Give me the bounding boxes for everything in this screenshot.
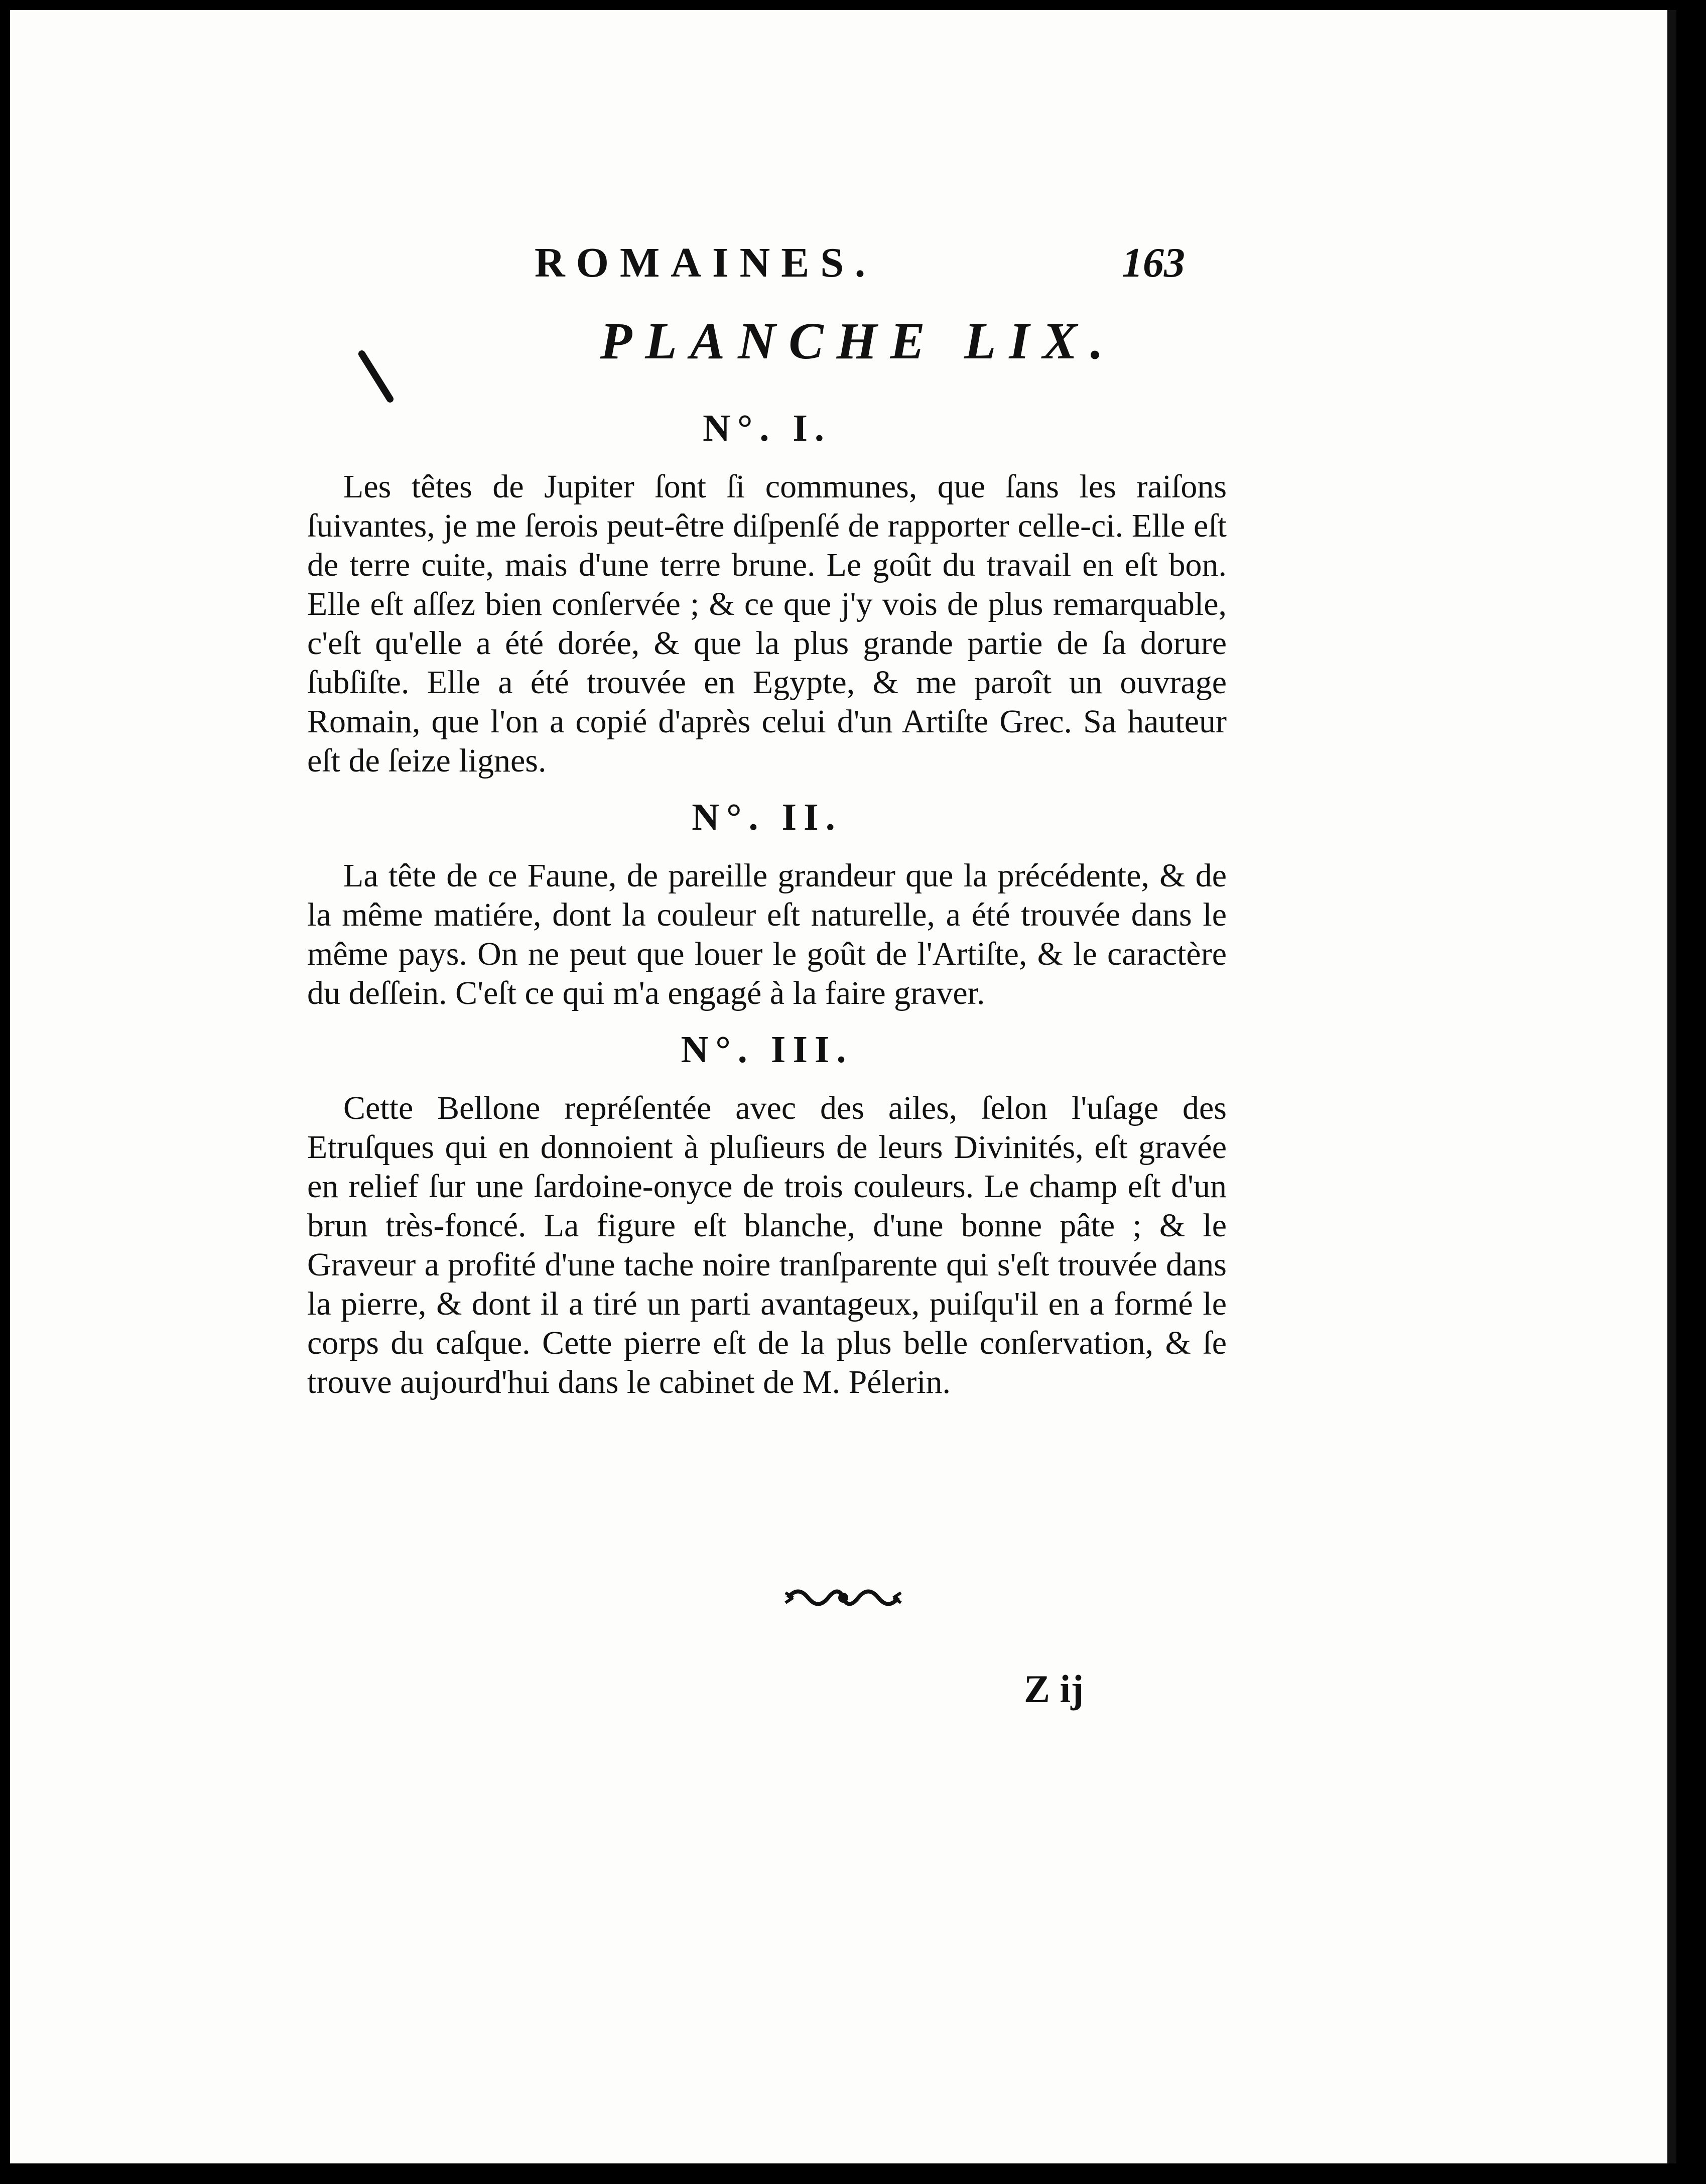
section-paragraph: Cette Bellone repréſentée avec des ailes, ſelon l'uſage des Etruſques qui en donnoient à pluſieurs de leurs Divinités, eſt gravée en relief ſur une ſardoine-onyce de trois couleurs. Le champ eſt d'un brun très-foncé. La figure eſt blanche, d'une bonne pâte ; & le Graveur a profité d'une tache noire tranſparente qui s'eſt trouvée dans la pierre, & dont il a tiré un parti avantageux, puiſqu'il en a formé le corps du caſque. Cette pierre eſt de la plus belle conſervation, & ſe trouve aujourd'hui dans le cabinet de M. Pélerin. bbox=[307, 1090, 1227, 1400]
section-paragraph: Les têtes de Jupiter ſont ſi communes, que ſans les raiſons ſuivantes, je me ſerois peut-être diſpenſé de rapporter celle-ci. Elle eſt de terre cuite, mais d'une terre brune. Le goût du travail en eſt bon. Elle eſt aſſez bien conſervée ; & ce que j'y vois de plus remarquable, c'eſt qu'elle a été dorée, & que la plus grande partie de ſa dorure ſubſiſte. Elle a été trouvée en Egypte, & me paroît un ouvrage Romain, que l'on a copié d'après celui d'un Artiſte Grec. Sa hauteur eſt de ſeize lignes. bbox=[307, 468, 1227, 779]
section-2 bbox=[307, 796, 1227, 1013]
page-number: 163 bbox=[1122, 239, 1185, 286]
section-1 bbox=[307, 407, 1227, 781]
plate-title: PLANCHE LIX. bbox=[600, 312, 1117, 370]
section-3 bbox=[307, 1028, 1227, 1402]
section-heading: N°. III. bbox=[681, 1029, 853, 1071]
running-title: ROMAINES. bbox=[535, 239, 877, 286]
page bbox=[10, 10, 1676, 2163]
section-heading: N°. II. bbox=[692, 796, 842, 838]
running-head bbox=[10, 238, 1676, 299]
signature-mark: Z ij bbox=[1024, 1667, 1084, 1711]
main-text bbox=[307, 392, 1227, 1402]
section-heading: N°. I. bbox=[703, 407, 831, 449]
section-paragraph: La tête de ce Faune, de pareille grandeur que la précédente, & de la même matiére, dont la couleur eſt naturelle, a été trouvée dans le même pays. On ne peut que louer le goût de l'Artiſte, & le caractère du deſſein. C'eſt ce qui m'a engagé à la faire graver. bbox=[307, 857, 1227, 1011]
fleuron-ornament-icon bbox=[10, 1580, 1676, 1624]
